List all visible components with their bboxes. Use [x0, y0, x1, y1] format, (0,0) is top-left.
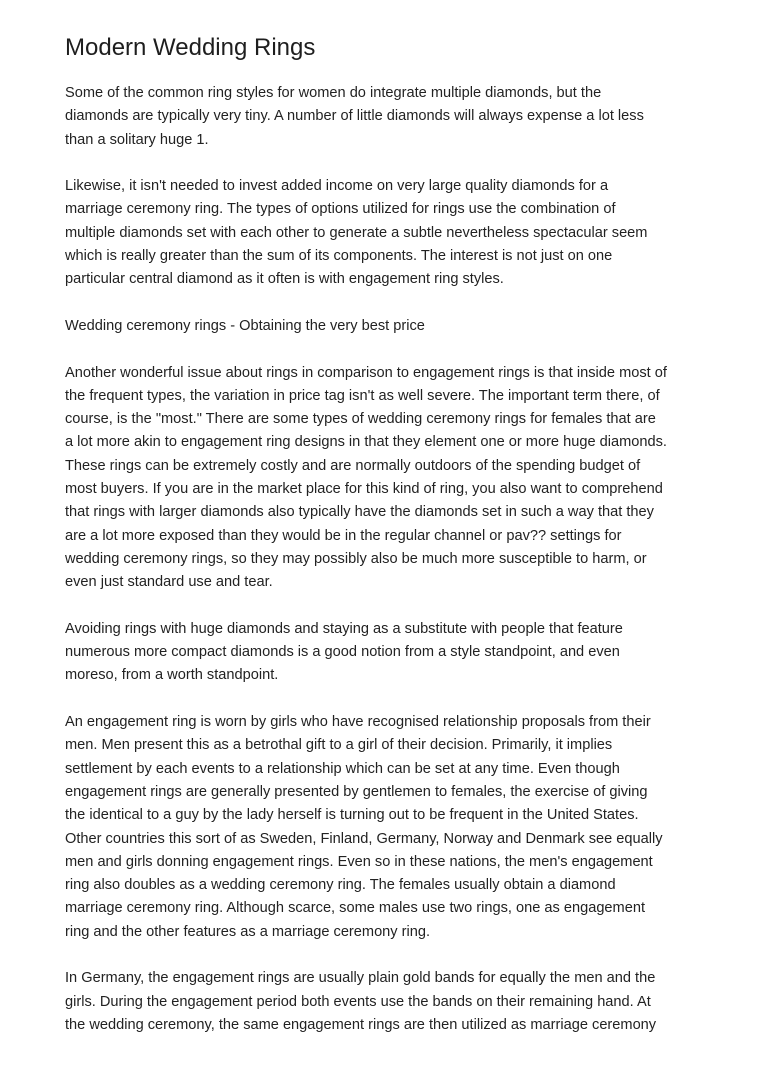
text-line: Likewise, it isn't needed to invest added income on very large quality diamonds for a: [65, 178, 609, 195]
text-line: Avoiding rings with huge diamonds and staying as a substitute with people that feature: [65, 620, 623, 637]
text-line: the frequent types, the variation in price tag isn't as well severe. The important term there, of: [65, 387, 660, 404]
text-line: An engagement ring is worn by girls who have recognised relationship proposals from their: [65, 714, 651, 731]
text-line: numerous more compact diamonds is a good notion from a style standpoint, and even: [65, 644, 620, 661]
text-line: the identical to a guy by the lady herself is turning out to be frequent in the United States.: [65, 807, 639, 824]
paragraph-2: [65, 175, 715, 291]
text-line: men. Men present this as a betrothal gift to a girl of their decision. Primarily, it implies: [65, 737, 613, 754]
text-line: diamonds are typically very tiny. A number of little diamonds will always expense a lot less: [65, 108, 644, 125]
text-line: settlement by each events to a relationship which can be set at any time. Even though: [65, 760, 620, 777]
text-line: Another wonderful issue about rings in comparison to engagement rings is that inside most of: [65, 364, 667, 381]
text-line: Wedding ceremony rings - Obtaining the very best price: [65, 317, 425, 334]
text-line: marriage ceremony ring. Although scarce, some males use two rings, one as engagement: [65, 900, 645, 917]
text-line: than a solitary huge 1.: [65, 131, 209, 148]
text-line: course, is the "most." There are some types of wedding ceremony rings for females that are: [65, 411, 656, 428]
text-line: Other countries this sort of as Sweden, Finland, Germany, Norway and Denmark see equally: [65, 830, 663, 847]
text-line: even just standard use and tear.: [65, 574, 273, 591]
text-line: multiple diamonds set with each other to generate a subtle nevertheless spectacular seem: [65, 224, 648, 241]
paragraph-4: [65, 618, 715, 688]
text-line: engagement rings are generally presented by gentlemen to females, the exercise of giving: [65, 783, 648, 800]
section-heading: [65, 315, 715, 338]
text-line: ring and the other features as a marriage ceremony ring.: [65, 923, 431, 940]
text-line: ring also doubles as a wedding ceremony ring. The females usually obtain a diamond: [65, 877, 616, 894]
text-line: In Germany, the engagement rings are usually plain gold bands for equally the men and the: [65, 970, 656, 987]
text-line: Some of the common ring styles for women do integrate multiple diamonds, but the: [65, 85, 602, 101]
paragraph-1: [65, 82, 715, 152]
text-line: a lot more akin to engagement ring designs in that they element one or more huge diamonds.: [65, 434, 667, 451]
document-page: [65, 28, 715, 1060]
text-line: that rings with larger diamonds also typically have the diamonds set in such a way that they: [65, 504, 654, 521]
text-line: girls. During the engagement period both events use the bands on their remaining hand. At: [65, 993, 651, 1010]
paragraph-6: [65, 967, 715, 1037]
text-line: men and girls donning engagement rings. Even so in these nations, the men's engagement: [65, 853, 653, 870]
text-line: marriage ceremony ring. The types of options utilized for rings use the combination of: [65, 201, 616, 218]
text-line: These rings can be extremely costly and are normally outdoors of the spending budget of: [65, 457, 641, 474]
paragraph-5: [65, 711, 715, 944]
text-line: the wedding ceremony, the same engagement rings are then utilized as marriage ceremony: [65, 1016, 657, 1033]
text-line: are a lot more exposed than they would be in the regular channel or pav?? settings for: [65, 527, 622, 544]
text-line: most buyers. If you are in the market place for this kind of ring, you also want to comprehend: [65, 481, 663, 498]
text-line: wedding ceremony rings, so they may possibly also be much more susceptible to harm, or: [65, 550, 647, 567]
page-title: Modern Wedding Rings: [65, 34, 316, 61]
text-line: particular central diamond as it often is with engagement ring styles.: [65, 271, 504, 288]
paragraph-3: [65, 362, 715, 595]
text-line: moreso, from a worth standpoint.: [65, 667, 279, 684]
text-line: which is really greater than the sum of its components. The interest is not just on one: [65, 248, 613, 265]
